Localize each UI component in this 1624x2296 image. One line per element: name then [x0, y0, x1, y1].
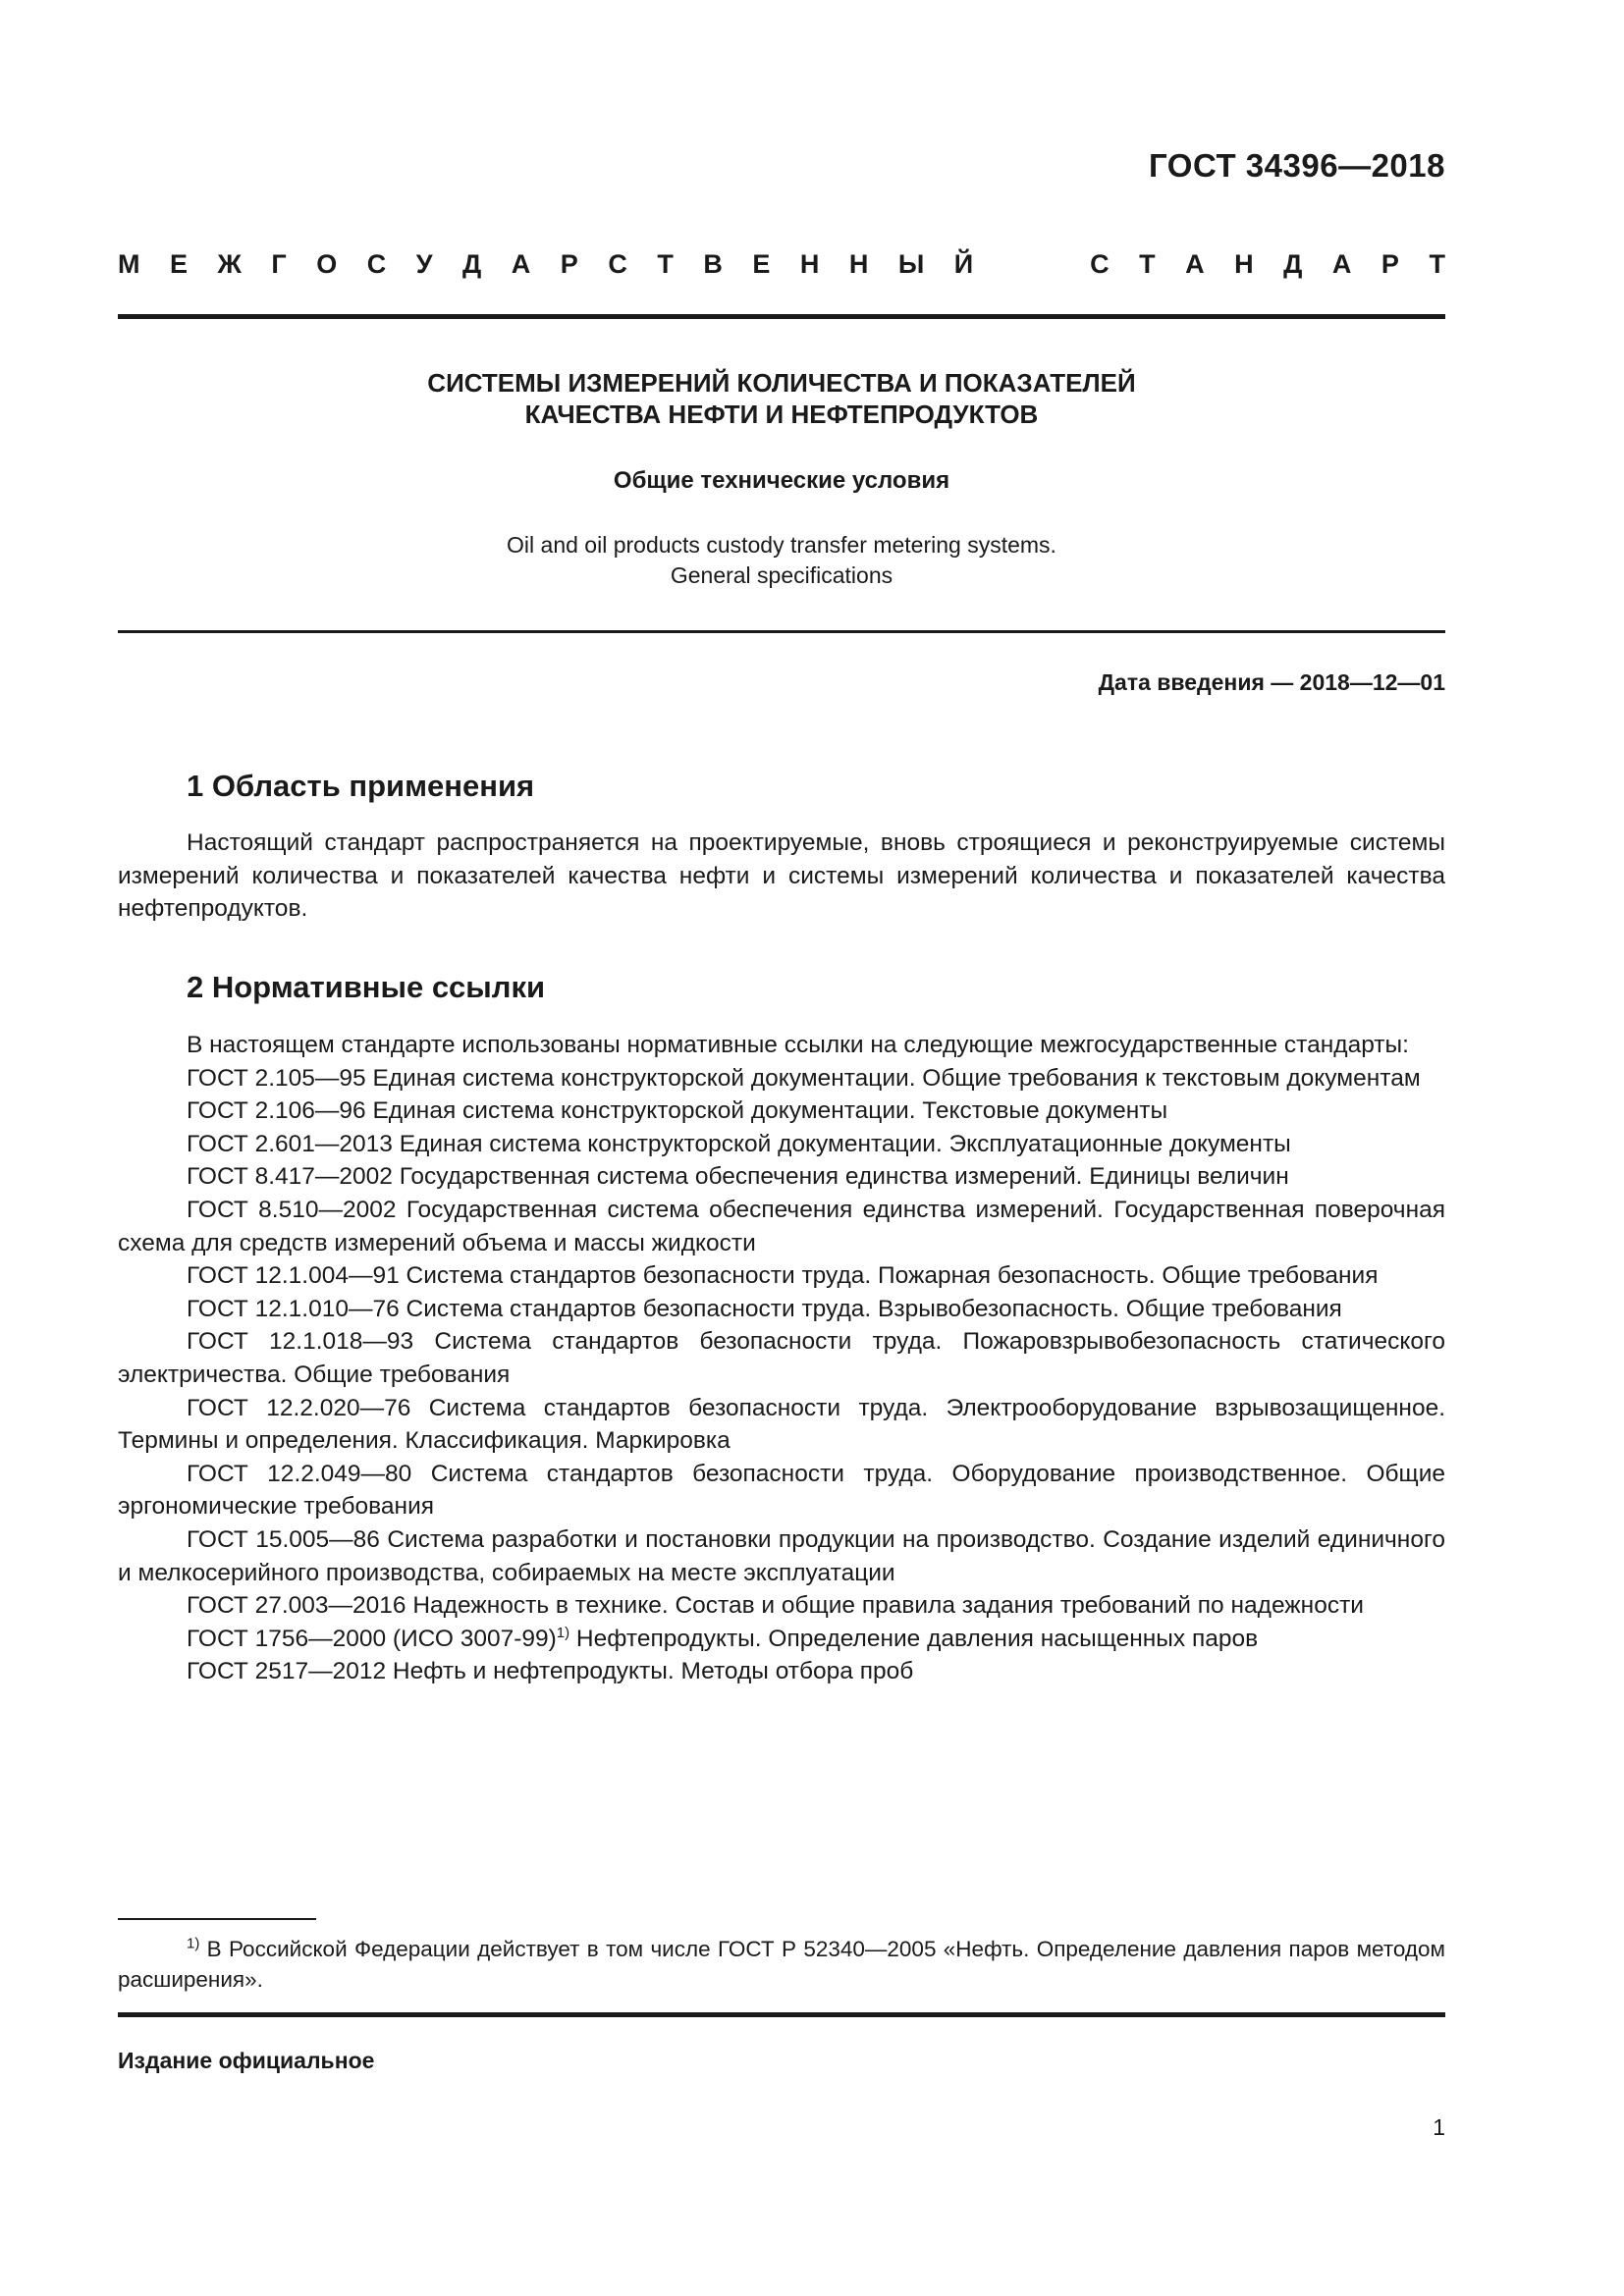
banner-gap — [1003, 249, 1060, 280]
reference-item: ГОСТ 12.1.004—91 Система стандартов безопасности труда. Пожарная безопасность. Общие требования — [187, 1262, 1379, 1290]
reference-item: ГОСТ 8.417—2002 Государственная система обеспечения единства измерений. Единицы величин — [187, 1163, 1289, 1191]
section-1-heading: 1 Область применения — [187, 769, 535, 803]
banner-letter: А — [511, 249, 531, 279]
footnote — [118, 1934, 1445, 1995]
document-title — [118, 367, 1445, 430]
header-rule — [118, 314, 1445, 319]
banner-letter: Н — [848, 249, 869, 279]
banner-letter: С — [366, 249, 387, 279]
edition-label: Издание официальное — [118, 2048, 375, 2073]
introduction-date: Дата введения — 2018—12—01 — [1098, 669, 1445, 695]
banner-letter: Р — [560, 249, 578, 279]
title-rule — [118, 630, 1445, 633]
banner-letter: Е — [170, 249, 189, 279]
reference-item: ГОСТ 12.2.049—80 Система стандартов безопасности труда. Оборудование производственное. Общие эргономические требования — [118, 1460, 1445, 1521]
english-title-line-1: Oil and oil products custody transfer metering systems. — [507, 532, 1056, 558]
banner-letter: А — [1185, 249, 1205, 279]
reference-item: ГОСТ 2.106—96 Единая система конструкторской документации. Текстовые документы — [187, 1097, 1168, 1125]
reference-item: ГОСТ 27.003—2016 Надежность в технике. Состав и общие правила задания требований по надежности — [187, 1592, 1364, 1620]
footnote-text: В Российской Федерации действует в том числе ГОСТ Р 52340—2005 «Нефть. Определение давления паров методом расширения». — [118, 1937, 1445, 1992]
footnote-marker: 1) — [556, 1624, 570, 1641]
reference-item: ГОСТ 12.1.018—93 Система стандартов безопасности труда. Пожаровзрывобезопасность статического электричества. Общие требования — [118, 1328, 1445, 1388]
normative-references-list — [118, 1062, 1445, 1623]
banner-letter: Д — [462, 249, 482, 279]
document-subtitle: Общие технические условия — [613, 467, 950, 494]
banner-letter: Ж — [217, 249, 242, 279]
banner-letter: Р — [1380, 249, 1399, 279]
footer-rule — [118, 2012, 1445, 2017]
footnote-number: 1) — [187, 1935, 200, 1952]
banner-letter: Т — [657, 249, 674, 279]
banner-letter: С — [1090, 249, 1110, 279]
english-title-line-2: General specifications — [670, 562, 893, 588]
reference-item: ГОСТ 8.510—2002 Государственная система обеспечения единства измерений. Государственная поверочная схема для средств измерений объема и массы жидкости — [118, 1196, 1445, 1256]
banner-letter: Д — [1283, 249, 1303, 279]
banner-letter: Г — [271, 249, 287, 279]
reference-item: ГОСТ 2517—2012 Нефть и нефтепродукты. Методы отбора проб — [187, 1658, 914, 1685]
reference-item: ГОСТ 2.601—2013 Единая система конструкторской документации. Эксплуатационные документы — [187, 1130, 1291, 1157]
banner-letter: А — [1331, 249, 1352, 279]
section-2-heading: 2 Нормативные ссылки — [187, 970, 546, 1004]
section-2-intro: В настоящем стандарте использованы нормативные ссылки на следующие межгосударственные стандарты: — [187, 1032, 1409, 1058]
banner-letter: Й — [953, 249, 974, 279]
banner-letter: У — [415, 249, 433, 279]
banner-letter: О — [316, 249, 338, 279]
section-1-paragraph: Настоящий стандарт распространяется на проектируемые, вновь строящиеся и реконструируемые системы измерений количества и показателей качества нефти и системы измерений количества и показателей качества нефтепродуктов. — [118, 829, 1445, 923]
banner-letter: С — [608, 249, 627, 279]
title-line-2: КАЧЕСТВА НЕФТИ И НЕФТЕПРОДУКТОВ — [524, 400, 1039, 429]
reference-item: ГОСТ 12.2.020—76 Система стандартов безопасности труда. Электрооборудование взрывозащищенное. Термины и определения. Классификация. Маркировка — [118, 1394, 1445, 1455]
reference-item: ГОСТ 15.005—86 Система разработки и постановки продукции на производство. Создание изделий единичного и мелкосерийного производства, собираемых на месте эксплуатации — [118, 1525, 1445, 1586]
english-title — [118, 530, 1445, 591]
banner-letter: Т — [1139, 249, 1156, 279]
banner-letter: Т — [1429, 249, 1445, 279]
reference-item: ГОСТ 12.1.010—76 Система стандартов безопасности труда. Взрывобезопасность. Общие требования — [187, 1295, 1342, 1322]
section-2-body — [118, 1029, 1445, 1688]
standard-type-banner — [118, 249, 1445, 280]
banner-letter: М — [118, 249, 140, 279]
footnote-separator — [118, 1918, 316, 1920]
reference-item: ГОСТ 2.105—95 Единая система конструкторской документации. Общие требования к текстовым документам — [187, 1064, 1421, 1092]
section-1-body — [118, 827, 1445, 926]
reference-item: ГОСТ 1756—2000 (ИСО 3007-99)$^{1)}$ Нефтепродукты. Определение давления насыщенных паров — [187, 1624, 1259, 1652]
banner-letter: Н — [799, 249, 820, 279]
banner-letter: Ы — [897, 249, 925, 279]
page-number: 1 — [1433, 2114, 1445, 2140]
title-line-1: СИСТЕМЫ ИЗМЕРЕНИЙ КОЛИЧЕСТВА И ПОКАЗАТЕЛЕЙ — [427, 368, 1136, 398]
banner-letter: Н — [1234, 249, 1254, 279]
banner-letter: В — [703, 249, 723, 279]
banner-letter: Е — [752, 249, 771, 279]
document-number: ГОСТ 34396—2018 — [1149, 147, 1445, 184]
